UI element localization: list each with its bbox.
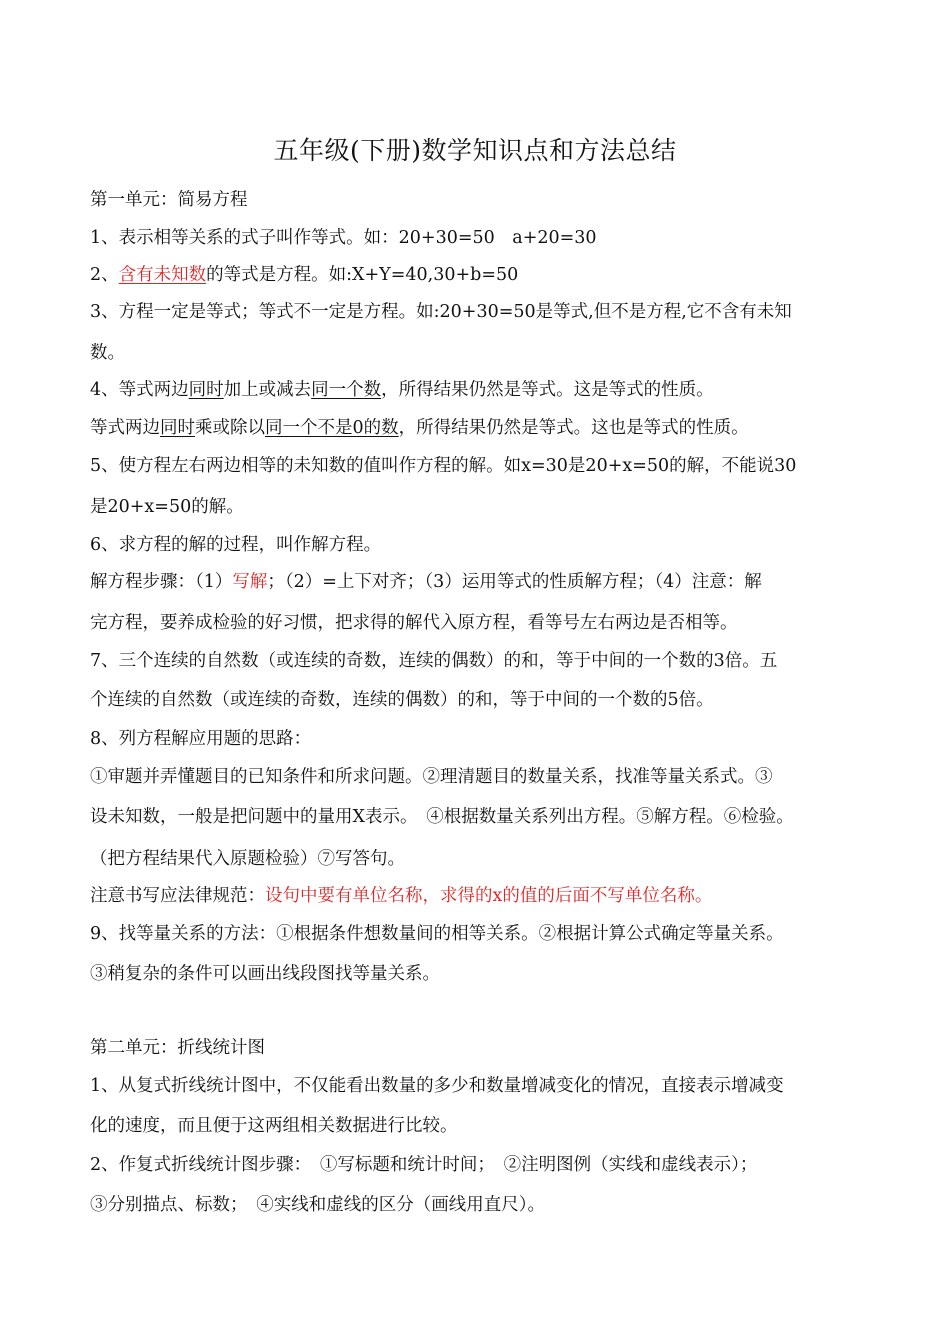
unit1-item8-line1: ①审题并弄懂题目的已知条件和所求问题。②理清题目的数量关系，找准等量关系式。③ (90, 767, 773, 787)
text-run: 乘或除以 (195, 418, 265, 438)
note-highlight: 设句中要有单位名称，求得的x的值的后面不写单位名称。 (265, 886, 713, 906)
steps-highlight: 写解 (232, 572, 268, 592)
unit1-item5-line1: 5、使方程左右两边相等的未知数的值叫作方程的解。如x=30是20+x=50的解，不能说30 (90, 456, 797, 476)
unit1-item9-line1: 9、找等量关系的方法：①根据条件想数量间的相等关系。②根据计算公式确定等量关系。 (90, 924, 784, 944)
underline-run: 同时 (160, 418, 195, 438)
item2-prefix: 2、 (90, 265, 119, 285)
unit1-heading: 第一单元：简易方程 (90, 190, 248, 210)
unit1-item9-line2: ③稍复杂的条件可以画出线段图找等量关系。 (90, 964, 440, 984)
unit1-item3-line1: 3、方程一定是等式；等式不一定是方程。如:20+30=50是等式,但不是方程,它不含有未知 (90, 302, 792, 322)
unit2-item2-line1: 2、作复式折线统计图步骤： ①写标题和统计时间； ②注明图例（实线和虚线表示）； (90, 1155, 758, 1175)
unit1-item4-line2 (90, 416, 749, 440)
unit2-item2-line2: ③分别描点、标数； ④实线和虚线的区分（画线用直尺）。 (90, 1195, 545, 1215)
page-title: 五年级(下册)数学知识点和方法总结 (273, 136, 677, 165)
unit1-item8-heading: 8、列方程解应用题的思路： (90, 729, 312, 749)
underline-run: 同一个不是0的数 (265, 418, 399, 438)
text-run: ，所得结果仍然是等式。这是等式的性质。 (381, 380, 714, 400)
underline-run: 同一个数 (311, 380, 382, 400)
unit1-item7-line2: 个连续的自然数（或连续的奇数，连续的偶数）的和，等于中间的一个数的5倍。 (90, 690, 714, 710)
unit1-item2 (90, 263, 518, 287)
unit1-item7-line1: 7、三个连续的自然数（或连续的奇数，连续的偶数）的和，等于中间的一个数的3倍。五 (90, 651, 778, 671)
text-run: ，所得结果仍然是等式。这也是等式的性质。 (398, 418, 749, 438)
text-run: ；（2）=上下对齐；（3）运用等式的性质解方程；（4）注意：解 (267, 572, 762, 592)
unit1-note (90, 884, 712, 908)
unit1-item1: 1、表示相等关系的式子叫作等式。如：20+30=50 a+20=30 (90, 228, 597, 248)
item2-rest: 的等式是方程。如:X+Y=40,30+b=50 (206, 265, 519, 285)
item2-highlight: 含有未知数 (118, 265, 207, 285)
unit1-item8-line3: （把方程结果代入原题检验）⑦写答句。 (90, 849, 405, 869)
unit1-item5-line2: 是20+x=50的解。 (90, 497, 244, 517)
unit1-steps-line1 (90, 570, 762, 594)
unit1-item4-line1 (90, 378, 714, 402)
unit2-heading: 第二单元：折线统计图 (90, 1038, 265, 1058)
unit1-item3-line2: 数。 (90, 343, 125, 363)
underline-run: 同时 (188, 380, 224, 400)
text-run: 4、等式两边 (90, 380, 189, 400)
text-run: 等式两边 (90, 418, 160, 438)
text-run: 注意书写应法律规范： (90, 886, 265, 906)
unit1-steps-line2: 完方程，要养成检验的好习惯，把求得的解代入原方程，看等号左右两边是否相等。 (90, 613, 738, 633)
text-run: 加上或减去 (223, 380, 312, 400)
text-run: 解方程步骤：（1） (90, 572, 233, 592)
unit1-item8-line2: 设未知数，一般是把问题中的量用X表示。 ④根据数量关系列出方程。⑤解方程。⑥检验。 (90, 807, 794, 827)
unit1-item6: 6、求方程的解的过程，叫作解方程。 (90, 535, 382, 555)
unit2-item1-line1: 1、从复式折线统计图中，不仅能看出数量的多少和数量增减变化的情况，直接表示增减变 (90, 1076, 784, 1096)
unit2-item1-line2: 化的速度，而且便于这两组相关数据进行比较。 (90, 1116, 458, 1136)
